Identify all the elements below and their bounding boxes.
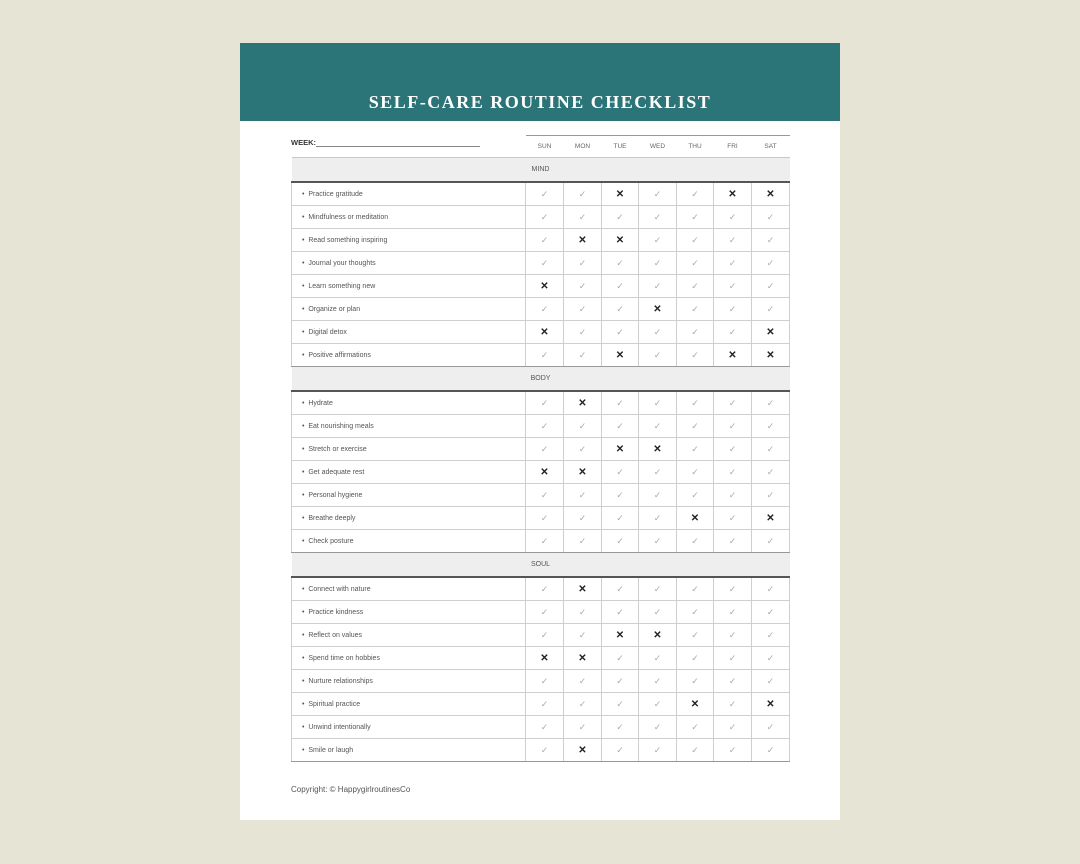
check-icon[interactable]: ✓ (602, 647, 639, 670)
check-icon[interactable]: ✓ (639, 391, 677, 415)
check-icon[interactable]: ✓ (677, 647, 714, 670)
check-icon[interactable]: ✓ (639, 601, 677, 624)
cross-icon[interactable]: ✕ (714, 344, 752, 367)
check-icon[interactable]: ✓ (677, 298, 714, 321)
check-icon[interactable]: ✓ (677, 415, 714, 438)
task-label-cell (292, 206, 526, 229)
check-icon[interactable]: ✓ (714, 507, 752, 530)
task-label-cell (292, 530, 526, 553)
check-icon[interactable]: ✓ (526, 624, 564, 647)
cross-icon[interactable]: ✕ (677, 693, 714, 716)
bullet-icon: • (302, 351, 309, 359)
task-label-cell (292, 298, 526, 321)
cross-icon[interactable]: ✕ (526, 461, 564, 484)
check-icon[interactable]: ✓ (564, 275, 602, 298)
task-label-cell (292, 739, 526, 762)
task-row (292, 298, 790, 321)
check-icon[interactable]: ✓ (752, 438, 790, 461)
check-icon[interactable]: ✓ (677, 229, 714, 252)
check-icon[interactable]: ✓ (564, 344, 602, 367)
day-sun: SUN (526, 136, 564, 158)
cross-icon[interactable]: ✕ (564, 391, 602, 415)
task-label-cell (292, 229, 526, 252)
check-icon[interactable]: ✓ (602, 206, 639, 229)
task-row (292, 577, 790, 601)
task-label-cell (292, 321, 526, 344)
check-icon[interactable]: ✓ (602, 601, 639, 624)
check-icon[interactable]: ✓ (752, 252, 790, 275)
check-icon[interactable]: ✓ (564, 252, 602, 275)
bullet-icon: • (302, 631, 309, 639)
check-icon[interactable]: ✓ (602, 298, 639, 321)
task-row (292, 275, 790, 298)
check-icon[interactable]: ✓ (639, 182, 677, 206)
section-header-soul (292, 553, 790, 578)
check-icon[interactable]: ✓ (639, 647, 677, 670)
check-icon[interactable]: ✓ (752, 716, 790, 739)
check-icon[interactable]: ✓ (564, 716, 602, 739)
check-icon[interactable]: ✓ (602, 321, 639, 344)
checklist-table (291, 135, 790, 762)
task-label: Read something inspiring (308, 236, 388, 244)
section-title: SOUL (292, 553, 790, 578)
check-icon[interactable]: ✓ (526, 229, 564, 252)
check-icon[interactable]: ✓ (526, 507, 564, 530)
cross-icon[interactable]: ✕ (639, 624, 677, 647)
check-icon[interactable]: ✓ (752, 206, 790, 229)
check-icon[interactable]: ✓ (526, 577, 564, 601)
section-header-mind (292, 158, 790, 183)
section-header-body (292, 367, 790, 392)
check-icon[interactable]: ✓ (564, 484, 602, 507)
check-icon[interactable]: ✓ (639, 252, 677, 275)
bullet-icon: • (302, 305, 309, 313)
task-label: Nurture relationships (308, 677, 373, 685)
check-icon[interactable]: ✓ (677, 716, 714, 739)
day-mon: MON (564, 136, 602, 158)
task-row (292, 530, 790, 553)
cross-icon[interactable]: ✕ (564, 647, 602, 670)
bullet-icon: • (302, 213, 309, 221)
task-row (292, 415, 790, 438)
check-icon[interactable]: ✓ (602, 530, 639, 553)
check-icon[interactable]: ✓ (714, 321, 752, 344)
check-icon[interactable]: ✓ (639, 693, 677, 716)
bullet-icon: • (302, 399, 309, 407)
check-icon[interactable]: ✓ (752, 484, 790, 507)
check-icon[interactable]: ✓ (752, 647, 790, 670)
task-row (292, 601, 790, 624)
check-icon[interactable]: ✓ (677, 484, 714, 507)
section-title: MIND (292, 158, 790, 183)
check-icon[interactable]: ✓ (714, 530, 752, 553)
task-label: Practice gratitude (308, 190, 363, 198)
check-icon[interactable]: ✓ (677, 275, 714, 298)
bullet-icon: • (302, 282, 309, 290)
task-label-cell (292, 647, 526, 670)
check-icon[interactable]: ✓ (639, 461, 677, 484)
task-row (292, 647, 790, 670)
task-row (292, 391, 790, 415)
check-icon[interactable]: ✓ (526, 391, 564, 415)
cross-icon[interactable]: ✕ (526, 275, 564, 298)
check-icon[interactable]: ✓ (564, 206, 602, 229)
check-icon[interactable]: ✓ (714, 252, 752, 275)
check-icon[interactable]: ✓ (564, 182, 602, 206)
check-icon[interactable]: ✓ (602, 391, 639, 415)
task-label-cell (292, 252, 526, 275)
cross-icon[interactable]: ✕ (752, 321, 790, 344)
task-label: Spend time on hobbies (308, 654, 380, 662)
check-icon[interactable]: ✓ (752, 601, 790, 624)
check-icon[interactable]: ✓ (602, 461, 639, 484)
bullet-icon: • (302, 236, 309, 244)
bullet-icon: • (302, 677, 309, 685)
task-label-cell (292, 670, 526, 693)
section-title: BODY (292, 367, 790, 392)
check-icon[interactable]: ✓ (752, 461, 790, 484)
task-label-cell (292, 438, 526, 461)
task-label-cell (292, 624, 526, 647)
check-icon[interactable]: ✓ (526, 182, 564, 206)
check-icon[interactable]: ✓ (752, 391, 790, 415)
check-icon[interactable]: ✓ (526, 415, 564, 438)
check-icon[interactable]: ✓ (526, 484, 564, 507)
check-icon[interactable]: ✓ (714, 391, 752, 415)
check-icon[interactable]: ✓ (526, 693, 564, 716)
check-icon[interactable]: ✓ (564, 670, 602, 693)
check-icon[interactable]: ✓ (752, 298, 790, 321)
check-icon[interactable]: ✓ (639, 415, 677, 438)
check-icon[interactable]: ✓ (564, 507, 602, 530)
task-row (292, 182, 790, 206)
task-row (292, 693, 790, 716)
check-icon[interactable]: ✓ (564, 601, 602, 624)
check-icon[interactable]: ✓ (677, 344, 714, 367)
check-icon[interactable]: ✓ (677, 438, 714, 461)
task-label: Unwind intentionally (308, 723, 371, 731)
task-label: Organize or plan (308, 305, 361, 313)
check-icon[interactable]: ✓ (526, 344, 564, 367)
check-icon[interactable]: ✓ (526, 206, 564, 229)
checklist-page (240, 43, 840, 820)
check-icon[interactable]: ✓ (714, 484, 752, 507)
cross-icon[interactable]: ✕ (677, 507, 714, 530)
check-icon[interactable]: ✓ (526, 716, 564, 739)
cross-icon[interactable]: ✕ (752, 507, 790, 530)
task-label-cell (292, 275, 526, 298)
bullet-icon: • (302, 700, 309, 708)
task-label: Reflect on values (308, 631, 363, 639)
check-icon[interactable]: ✓ (602, 670, 639, 693)
day-fri: FRI (714, 136, 752, 158)
task-row (292, 670, 790, 693)
task-label-cell (292, 484, 526, 507)
task-row (292, 344, 790, 367)
bullet-icon: • (302, 491, 309, 499)
check-icon[interactable]: ✓ (714, 739, 752, 762)
task-label-cell (292, 693, 526, 716)
week-input-line[interactable] (316, 146, 480, 147)
check-icon[interactable]: ✓ (677, 252, 714, 275)
check-icon[interactable]: ✓ (564, 321, 602, 344)
task-label-cell (292, 415, 526, 438)
check-icon[interactable]: ✓ (752, 577, 790, 601)
check-icon[interactable]: ✓ (714, 601, 752, 624)
check-icon[interactable]: ✓ (714, 693, 752, 716)
check-icon[interactable]: ✓ (677, 461, 714, 484)
task-row (292, 507, 790, 530)
cross-icon[interactable]: ✕ (564, 577, 602, 601)
check-icon[interactable]: ✓ (677, 670, 714, 693)
day-wed: WED (639, 136, 677, 158)
check-icon[interactable]: ✓ (677, 321, 714, 344)
check-icon[interactable]: ✓ (526, 601, 564, 624)
task-label: Learn something new (308, 282, 376, 290)
check-icon[interactable]: ✓ (752, 229, 790, 252)
cross-icon[interactable]: ✕ (602, 624, 639, 647)
check-icon[interactable]: ✓ (639, 344, 677, 367)
task-row (292, 229, 790, 252)
task-row (292, 461, 790, 484)
check-icon[interactable]: ✓ (564, 438, 602, 461)
cross-icon[interactable]: ✕ (526, 647, 564, 670)
bullet-icon: • (302, 328, 309, 336)
task-label-cell (292, 182, 526, 206)
check-icon[interactable]: ✓ (752, 530, 790, 553)
task-label: Connect with nature (308, 585, 371, 593)
bullet-icon: • (302, 445, 309, 453)
check-icon[interactable]: ✓ (639, 530, 677, 553)
bullet-icon: • (302, 608, 309, 616)
cross-icon[interactable]: ✕ (602, 229, 639, 252)
task-label: Check posture (308, 537, 354, 545)
check-icon[interactable]: ✓ (639, 507, 677, 530)
check-icon[interactable]: ✓ (602, 693, 639, 716)
task-label: Practice kindness (308, 608, 364, 616)
task-label: Digital detox (308, 328, 347, 336)
day-tue: TUE (602, 136, 639, 158)
check-icon[interactable]: ✓ (677, 182, 714, 206)
day-sat: SAT (752, 136, 790, 158)
check-icon[interactable]: ✓ (714, 670, 752, 693)
check-icon[interactable]: ✓ (639, 716, 677, 739)
task-label-cell (292, 344, 526, 367)
check-icon[interactable]: ✓ (526, 670, 564, 693)
check-icon[interactable]: ✓ (526, 438, 564, 461)
check-icon[interactable]: ✓ (752, 415, 790, 438)
check-icon[interactable]: ✓ (714, 461, 752, 484)
check-icon[interactable]: ✓ (677, 391, 714, 415)
bullet-icon: • (302, 514, 309, 522)
bullet-icon: • (302, 190, 309, 198)
check-icon[interactable]: ✓ (714, 206, 752, 229)
check-icon[interactable]: ✓ (602, 484, 639, 507)
check-icon[interactable]: ✓ (564, 415, 602, 438)
task-row (292, 438, 790, 461)
task-row (292, 321, 790, 344)
check-icon[interactable]: ✓ (526, 530, 564, 553)
bullet-icon: • (302, 654, 309, 662)
check-icon[interactable]: ✓ (714, 624, 752, 647)
check-icon[interactable]: ✓ (564, 298, 602, 321)
check-icon[interactable]: ✓ (714, 716, 752, 739)
check-icon[interactable]: ✓ (714, 438, 752, 461)
cross-icon[interactable]: ✕ (714, 182, 752, 206)
task-label-cell (292, 391, 526, 415)
check-icon[interactable]: ✓ (752, 739, 790, 762)
check-icon[interactable]: ✓ (639, 484, 677, 507)
check-icon[interactable]: ✓ (602, 252, 639, 275)
check-icon[interactable]: ✓ (526, 739, 564, 762)
check-icon[interactable]: ✓ (602, 716, 639, 739)
task-row (292, 206, 790, 229)
check-icon[interactable]: ✓ (639, 275, 677, 298)
copyright: Copyright: © HappygirlroutinesCo (291, 785, 411, 794)
task-label: Personal hygiene (308, 491, 363, 499)
check-icon[interactable]: ✓ (677, 624, 714, 647)
task-row (292, 716, 790, 739)
cross-icon[interactable]: ✕ (639, 438, 677, 461)
task-label: Journal your thoughts (308, 259, 376, 267)
cross-icon[interactable]: ✕ (602, 182, 639, 206)
task-label: Mindfulness or meditation (308, 213, 389, 221)
check-icon[interactable]: ✓ (677, 206, 714, 229)
cross-icon[interactable]: ✕ (564, 229, 602, 252)
bullet-icon: • (302, 723, 309, 731)
check-icon[interactable]: ✓ (639, 321, 677, 344)
check-icon[interactable]: ✓ (564, 530, 602, 553)
task-row (292, 484, 790, 507)
task-label-cell (292, 507, 526, 530)
bullet-icon: • (302, 746, 309, 754)
day-thu: THU (677, 136, 714, 158)
check-icon[interactable]: ✓ (714, 229, 752, 252)
bullet-icon: • (302, 537, 309, 545)
task-label: Hydrate (308, 399, 333, 407)
check-icon[interactable]: ✓ (602, 507, 639, 530)
check-icon[interactable]: ✓ (714, 415, 752, 438)
task-label-cell (292, 716, 526, 739)
cross-icon[interactable]: ✕ (564, 461, 602, 484)
bullet-icon: • (302, 422, 309, 430)
check-icon[interactable]: ✓ (602, 415, 639, 438)
check-icon[interactable]: ✓ (677, 530, 714, 553)
task-label-cell (292, 601, 526, 624)
check-icon[interactable]: ✓ (714, 298, 752, 321)
cross-icon[interactable]: ✕ (526, 321, 564, 344)
week-label: WEEK: (291, 138, 316, 147)
check-icon[interactable]: ✓ (526, 252, 564, 275)
check-icon[interactable]: ✓ (564, 624, 602, 647)
task-row (292, 739, 790, 762)
task-label: Eat nourishing meals (308, 422, 374, 430)
check-icon[interactable]: ✓ (526, 298, 564, 321)
page-title: SELF-CARE ROUTINE CHECKLIST (368, 92, 712, 112)
task-label: Get adequate rest (308, 468, 365, 476)
cross-icon[interactable]: ✕ (752, 182, 790, 206)
bullet-icon: • (302, 259, 309, 267)
check-icon[interactable]: ✓ (677, 601, 714, 624)
check-icon[interactable]: ✓ (677, 577, 714, 601)
task-row (292, 252, 790, 275)
check-icon[interactable]: ✓ (639, 670, 677, 693)
check-icon[interactable]: ✓ (639, 206, 677, 229)
task-label: Breathe deeply (308, 514, 356, 522)
check-icon[interactable]: ✓ (752, 624, 790, 647)
bullet-icon: • (302, 468, 309, 476)
bullet-icon: • (302, 585, 309, 593)
check-icon[interactable]: ✓ (714, 647, 752, 670)
task-label: Stretch or exercise (308, 445, 367, 453)
check-icon[interactable]: ✓ (714, 275, 752, 298)
check-icon[interactable]: ✓ (677, 739, 714, 762)
check-icon[interactable]: ✓ (639, 577, 677, 601)
check-icon[interactable]: ✓ (602, 577, 639, 601)
task-row (292, 624, 790, 647)
task-label: Positive affirmations (308, 351, 371, 359)
task-label: Smile or laugh (308, 746, 354, 754)
check-icon[interactable]: ✓ (639, 229, 677, 252)
cross-icon[interactable]: ✕ (639, 298, 677, 321)
check-icon[interactable]: ✓ (602, 275, 639, 298)
cross-icon[interactable]: ✕ (602, 344, 639, 367)
check-icon[interactable]: ✓ (602, 739, 639, 762)
check-icon[interactable]: ✓ (714, 577, 752, 601)
task-label-cell (292, 577, 526, 601)
check-icon[interactable]: ✓ (564, 693, 602, 716)
check-icon[interactable]: ✓ (752, 670, 790, 693)
cross-icon[interactable]: ✕ (564, 739, 602, 762)
task-label: Spiritual practice (308, 700, 361, 708)
task-label-cell (292, 461, 526, 484)
check-icon[interactable]: ✓ (752, 275, 790, 298)
check-icon[interactable]: ✓ (639, 739, 677, 762)
cross-icon[interactable]: ✕ (752, 344, 790, 367)
cross-icon[interactable]: ✕ (752, 693, 790, 716)
cross-icon[interactable]: ✕ (602, 438, 639, 461)
